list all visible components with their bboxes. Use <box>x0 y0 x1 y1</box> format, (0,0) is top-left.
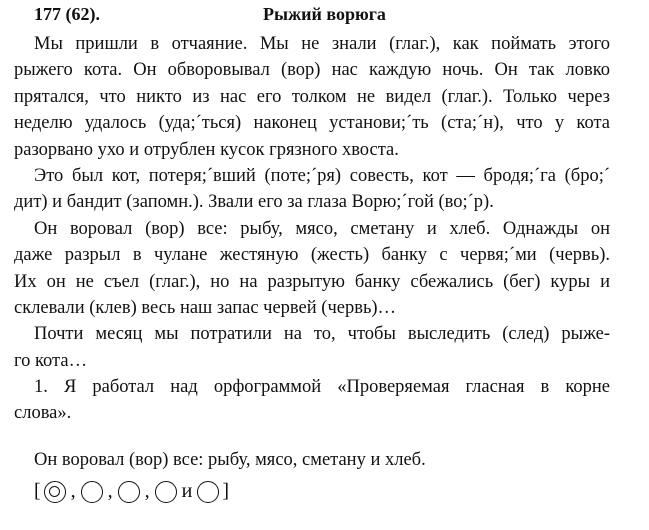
text-line: 1. Я работал над орфограммой «Проверяемая гласная в корне <box>34 377 610 397</box>
exercise-header <box>0 4 649 26</box>
text-line: неделю удалось (уда;´ться) наконец установи;´ть (ста;´н), что у кота <box>14 113 610 133</box>
text-line: Это был кот, потеря;´вший (поте;´ря) совесть, кот — бродя;´га (бро;´ <box>34 166 610 186</box>
sentence-scheme <box>34 480 229 503</box>
scheme-close-bracket: ] <box>222 480 230 502</box>
subject-circle-icon <box>44 481 66 503</box>
text-line: слова». <box>14 403 72 423</box>
text-line: Он воровал (вор) все: рыбу, мясо, сметану и хлеб. Однажды он <box>34 219 610 239</box>
member-circle-icon <box>118 481 140 503</box>
member-circle-icon <box>197 481 219 503</box>
text-line: Мы пришли в отчаяние. Мы не знали (глаг.), как поймать этого <box>34 34 610 54</box>
exercise-title: Рыжий ворюга <box>263 4 386 24</box>
text-line: дит) и бандит (запомн.). Звали его за глаза Ворю;´гой (во;´р). <box>14 192 494 212</box>
text-line: Почти месяц мы потратили на то, чтобы выследить (след) рыже- <box>34 324 610 344</box>
text-line: склевали (клев) весь наш запас червей (червь)… <box>14 298 397 318</box>
scheme-comma: , <box>70 480 76 502</box>
exercise-number: 177 (62). <box>34 4 100 24</box>
text-line: рыжего кота. Он обворовывал (вор) нас каждую ночь. Он так ловко <box>14 60 610 80</box>
text-line: прятался, что никто из нас его толком не видел (глаг.). Только через <box>14 87 610 107</box>
scheme-comma: , <box>107 480 113 502</box>
member-circle-icon <box>155 481 177 503</box>
scheme-comma: , <box>144 480 150 502</box>
task-sentence: Он воровал (вор) все: рыбу, мясо, сметану и хлеб. <box>34 450 426 470</box>
scheme-open-bracket: [ <box>34 480 41 502</box>
member-circle-icon <box>81 481 103 503</box>
text-line: даже разрыл в чулане жестяную (жесть) банку с червя;´ми (червь). <box>14 245 610 265</box>
scheme-conjunction: и <box>181 480 193 502</box>
text-line: разорвано ухо и отрублен кусок грязного хвоста. <box>14 140 399 160</box>
text-line: Их он не съел (глаг.), но на разрытую банку сбежались (бег) куры и <box>14 272 610 292</box>
text-line: го кота… <box>14 351 88 371</box>
